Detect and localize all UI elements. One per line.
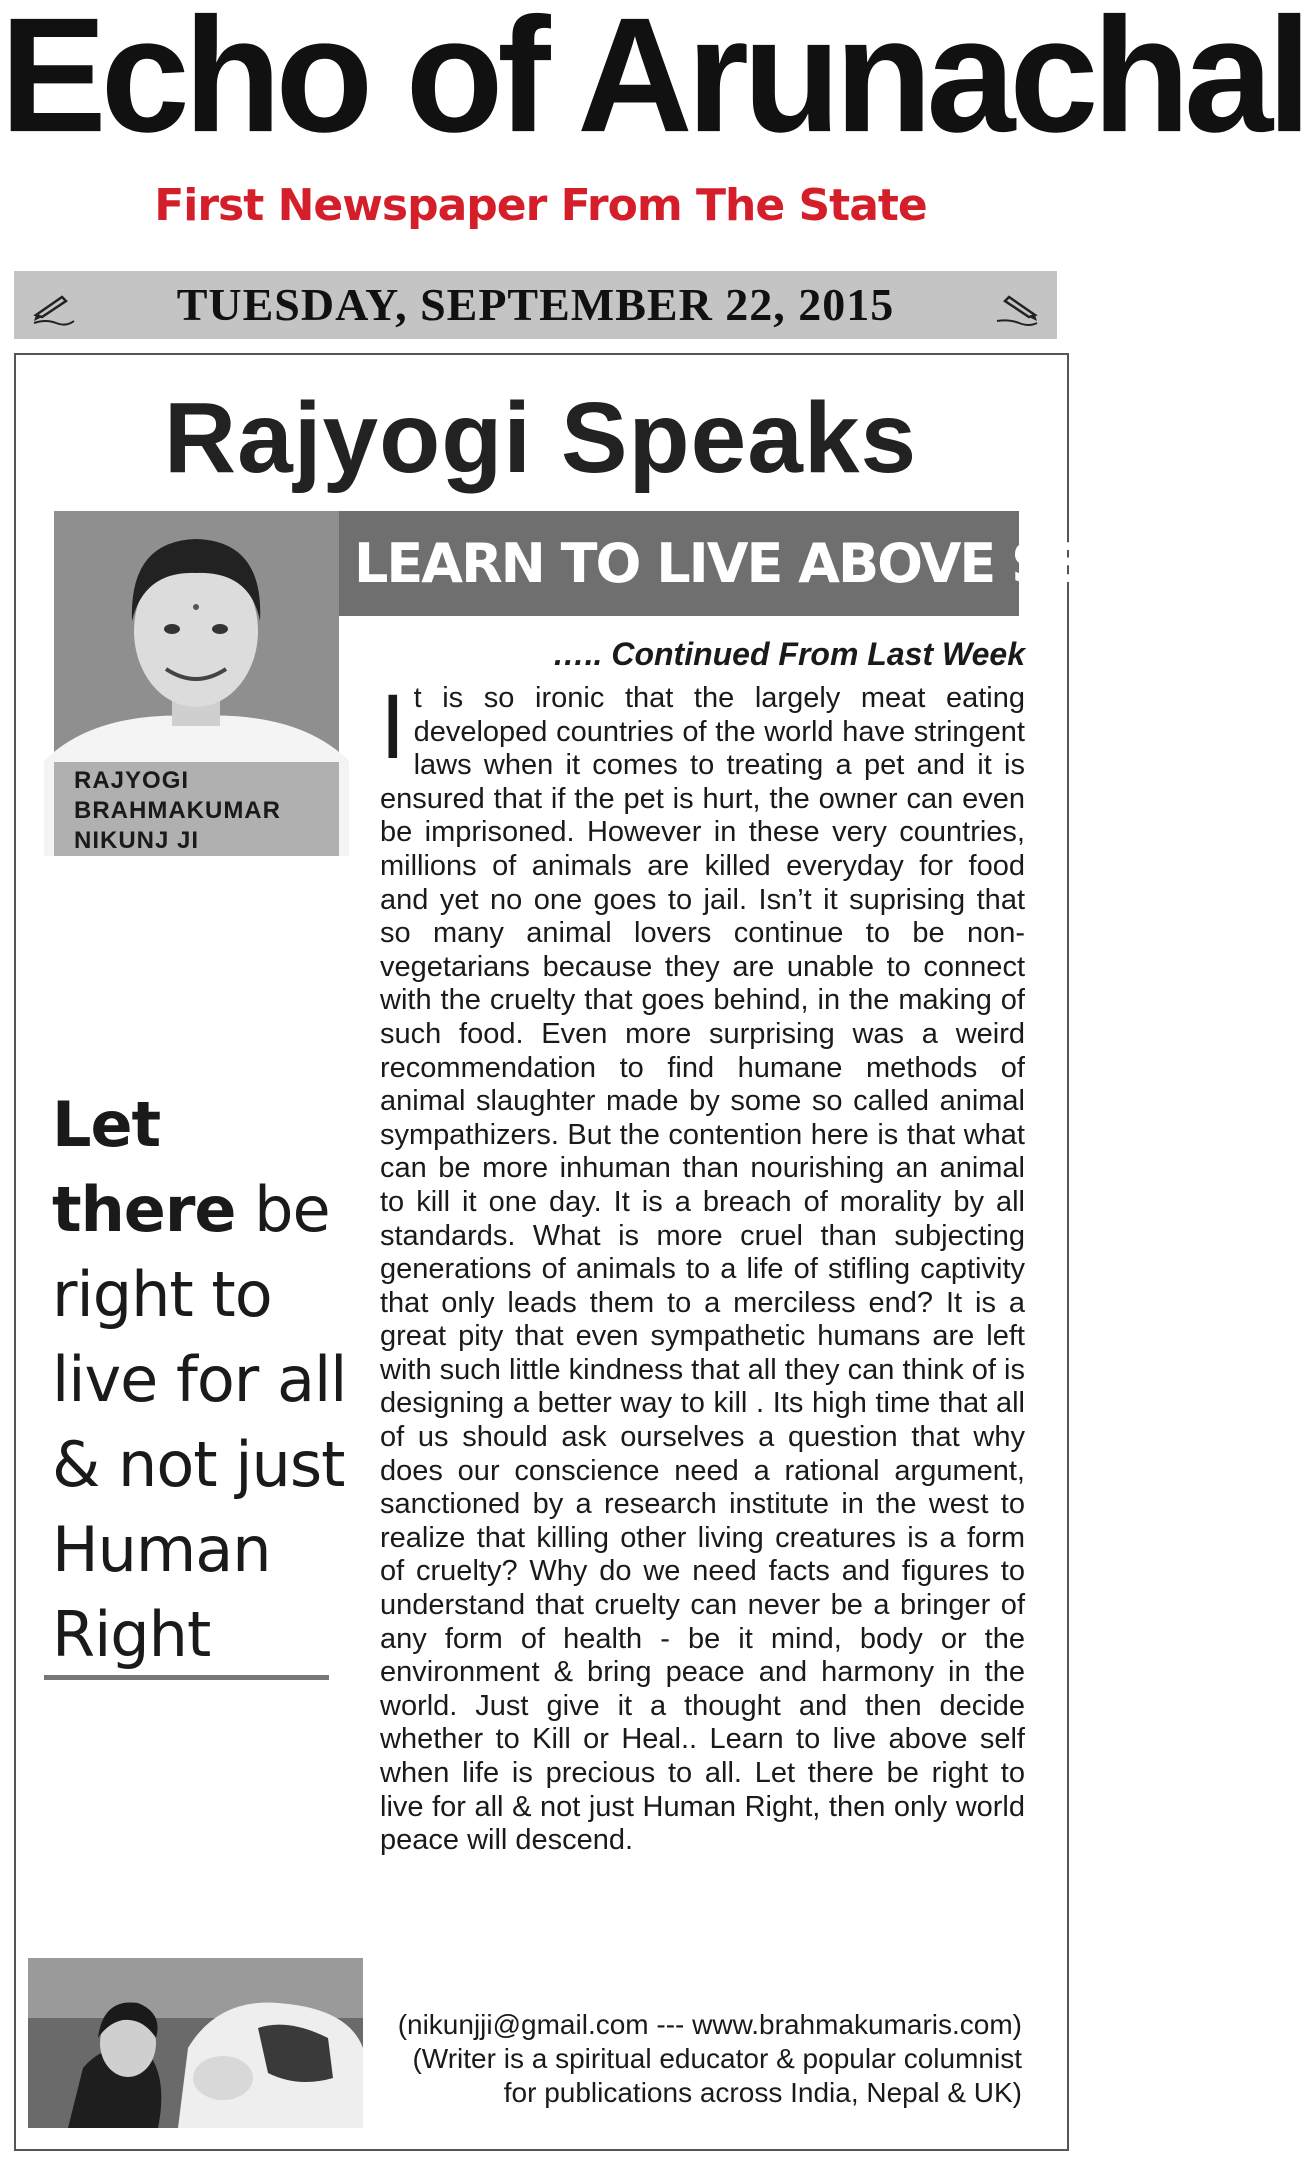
drop-cap: I [380, 676, 406, 778]
continued-note: ….. Continued From Last Week [552, 636, 1025, 672]
bio-line-1: (Writer is a spiritual educator & popular columnist [412, 2043, 1022, 2074]
pull-quote-divider [44, 1675, 329, 1680]
author-line-1: RAJYOGI [74, 767, 190, 794]
section-title: Rajyogi Speaks [163, 382, 918, 494]
pull-quote-text: be right to live for all & not just Human Right [52, 1173, 347, 1671]
pen-writing-icon [995, 283, 1039, 327]
issue-date: TUESDAY, SEPTEMBER 22, 2015 [176, 279, 895, 330]
masthead-tagline: First Newspaper From The State [154, 180, 927, 231]
woman-with-cow-photo [28, 1958, 363, 2128]
article-text: t is so ironic that the largely meat eating developed countries of the world have stringent laws when it comes to treating a pet and it is ensured that if the pet is hurt, the owner can even be imprisoned. However in these very countries, millions of animals are killed everyday for food and yet no one goes to jail. Isn’t it suprising that so many animal lovers continue to be non-vegetarians because they are unable to connect with the cruelty that goes behind, in the making of such food. Even more surprising was a weird recommendation to find humane methods of animal slaughter made by some so called animal sympathizers. But the contention here is that what can be more inhuman than nourishing an animal to kill it one day. It is a breach of morality by all standards. What is more cruel than subjecting generations of animals to a life of stifling captivity that only leads them to a merciless end? It is a great pity that even sympathetic humans are left with such little kindness that all they can think of is designing a better way to kill . Its high time that all of us should ask ourselves a question that why does our conscience need a rational argument, sanctioned by a research institute in the west to realize that killing other living creatures is a form of cruelty? Why do we need facts and figures to understand that cruelty can never be a bringer of any form of health - be it mind, body or the environment & bring peace and harmony in the world. Just give it a thought and then decide whether to Kill or Heal.. Learn to live above self when life is precious to all. Let there be right to live for all & not just Human Right, then only world peace will descend. [380, 682, 1025, 1857]
author-line-3: NIKUNJ JI [74, 827, 200, 854]
bio-line-2: for publications across India, Nepal & UK) [503, 2077, 1022, 2108]
date-bar [14, 271, 1057, 339]
author-line-2: BRAHMAKUMAR [74, 797, 281, 824]
author-caption [54, 762, 339, 856]
pull-quote-lead: Let there [52, 1088, 236, 1246]
article-body [380, 676, 1025, 1858]
author-footer [370, 2008, 1022, 2110]
article-headline: LEARN TO LIVE ABOVE SELF [354, 532, 1151, 595]
masthead-title: Echo of Arunachal [0, 0, 1306, 166]
pull-quote [52, 1082, 352, 1677]
woman-cow-image [28, 1958, 363, 2128]
contact-line: (nikunjji@gmail.com --- www.brahmakumaris.com) [397, 2009, 1022, 2040]
